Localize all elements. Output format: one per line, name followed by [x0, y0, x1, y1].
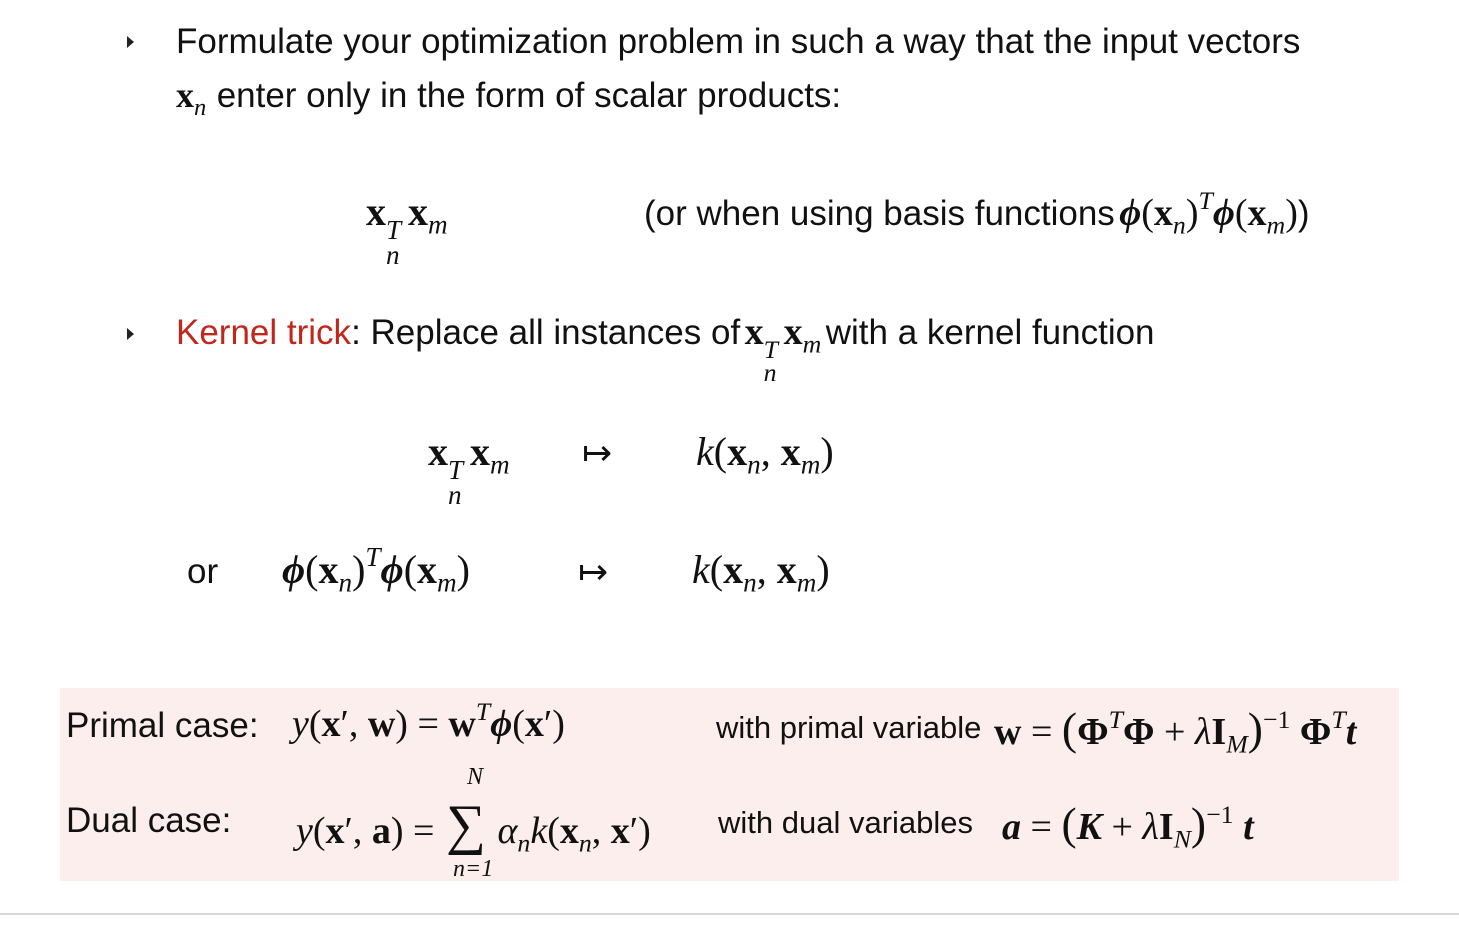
sum-lower-limit: n=1 — [453, 856, 494, 882]
mapsto-arrow-icon: ↦ — [582, 433, 613, 473]
dual-formula: y(x′, a) = ∑ $\alpha_nk(x_n$, x′) — [296, 794, 651, 858]
kernel-trick-label: Kernel trick — [176, 313, 352, 352]
scalar-product-formula: x T n $x_m$ — [366, 189, 448, 270]
bullet-2-text-before: : Replace all instances of — [351, 313, 741, 352]
primal-solution: $w = (\Phi^T\Phi + \lambda I_M)^{-1}$ $\Phi^Tt$ — [994, 703, 1357, 759]
primal-case-label: Primal case: — [66, 706, 259, 745]
mapping-2-lhs: $\phi(x_n)^T\phi(x_m)$ — [282, 542, 470, 598]
inline-scalar-product: x T n $x_m$ — [744, 311, 822, 388]
dual-case-label: Dual case: — [66, 801, 232, 840]
dual-variable-note: with dual variables — [718, 805, 974, 840]
bullet-1-line-1: Formulate your optimization problem in such a way that the input vectors — [176, 22, 1301, 61]
primal-formula: y(x′, $w) = w^T\phi(x')$ — [292, 696, 565, 745]
triangle-bullet-icon — [127, 328, 134, 340]
mapping-2-rhs: $k(x_n$, $x_m$) — [692, 547, 830, 598]
triangle-bullet-icon — [127, 36, 134, 48]
mapping-1-rhs: $k(x_n$, $x_m$) — [696, 429, 834, 480]
or-label: or — [187, 552, 219, 591]
bullet-2-text-after: with a kernel function — [825, 313, 1155, 352]
xn-math: $x_n$ — [176, 75, 207, 121]
basis-note-suffix: ) — [1297, 194, 1310, 233]
dual-solution: $a = (K + \lambda I_N)^{-1}$ t — [1002, 798, 1254, 854]
bullet-1-line-2-text: enter only in the form of scalar products: — [216, 76, 842, 115]
basis-note-prefix: (or when using basis functions — [644, 194, 1115, 233]
mapping-1-lhs: x T n $x_m$ — [428, 429, 510, 510]
mapsto-arrow-icon: ↦ — [578, 552, 609, 592]
primal-variable-note: with primal variable — [716, 710, 982, 745]
bullet-1-line-2 — [176, 74, 842, 121]
sum-upper-limit: N — [467, 764, 484, 790]
basis-function-note — [644, 185, 1310, 240]
phi-product-math: $\phi(x_n)^T\phi(x_m)$ — [1119, 185, 1298, 240]
bottom-divider — [0, 913, 1459, 915]
bullet-2-line — [176, 310, 1155, 388]
